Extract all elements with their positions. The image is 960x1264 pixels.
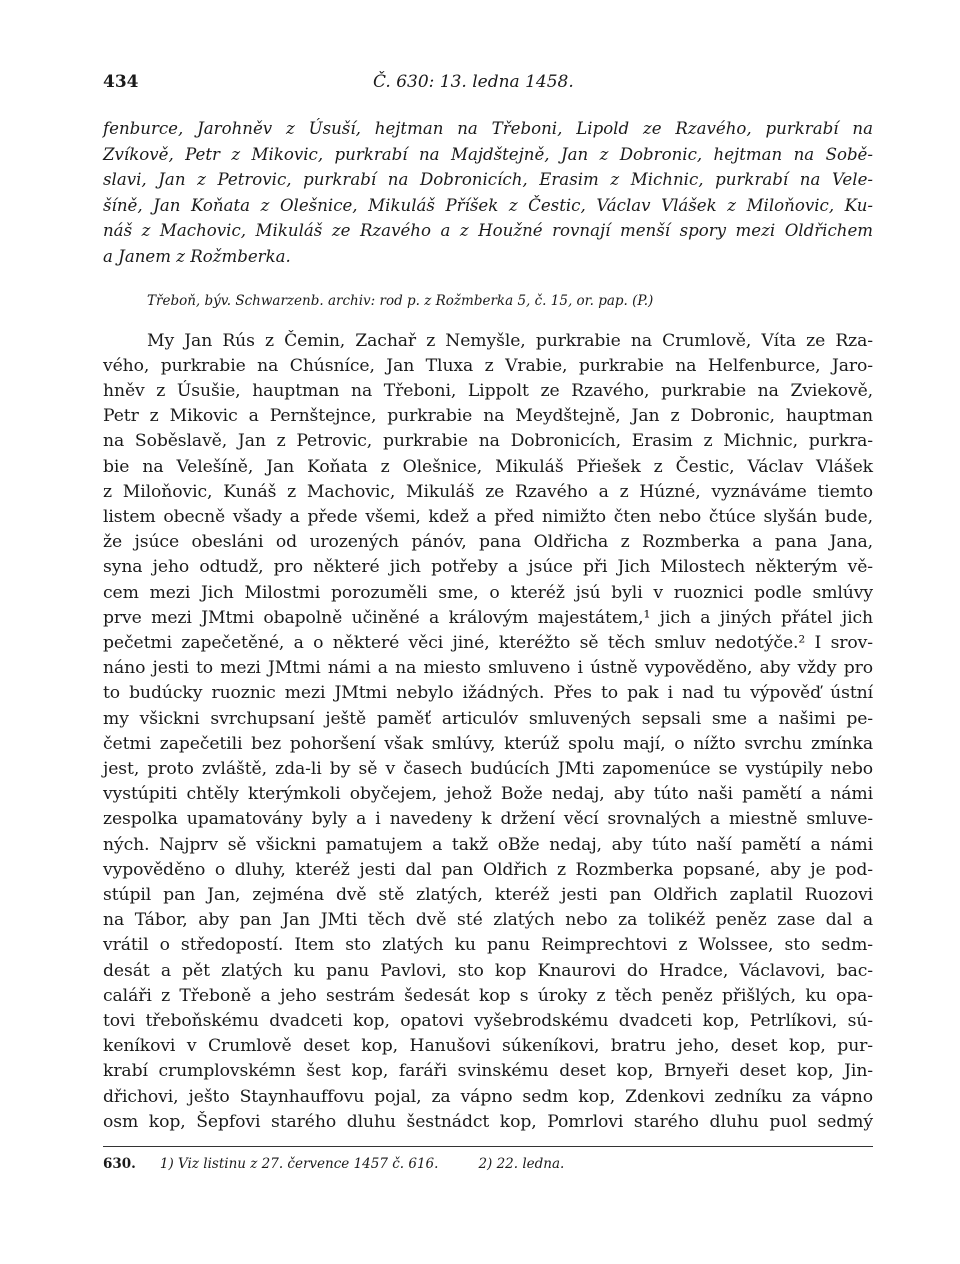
body-line: to budúcky ruoznic mezi JMtmi nebylo ižádných. Přes to pak i nad tu výpověď ústní [103,683,873,704]
body-line: caláři z Třeboně a jeho sestrám šedesát kop s úroky z těch peněz přišlých, ku opa- [103,985,873,1006]
body-line: na Soběslavě, Jan z Petrovic, purkrabie na Dobronicích, Erasim z Michnic, purkra- [103,431,873,452]
body-line: četmi zapečetili bez pohoršení však smlúvy, kterúž spolu mají, o nížto svrchu zmínka [103,733,873,754]
body-line: ných. Najprv sě všickni pamatujem a takž oBže nedaj, aby túto naší pamětí a námi [103,834,873,855]
body-line: keníkovi v Crumlově deset kop, Hanušovi súkeníkovi, bratru jeho, deset kop, pur- [103,1036,873,1057]
page-header [103,72,873,102]
body-line: pečetmi zapečetěné, a o některé věci jiné, kteréžto sě těch smluv nedotýče.² I srov- [103,633,873,653]
regest-line: fenburce, Jarohněv z Úsuší, hejtman na Třeboni, Lipold ze Rzavého, purkrabí na [103,119,873,138]
body-line: z Miloňovic, Kunáš z Machovic, Mikuláš ze Rzavého a z Húzné, vyznáváme tiemto [103,481,873,502]
body-line: osm kop, Šepfovi starého dluhu šestnádct kop, Pomrlovi starého dluhu puol sedmý [103,1111,873,1132]
body-line: my všickni svrchupsaní ještě paměť articulóv smluvených sepsali sme a našimi pe- [103,708,873,729]
regest-summary [103,116,873,270]
body-line: prve mezi JMtmi obapolně učiněné a královým majestátem,¹ jich a jiných přátel jich [103,607,873,628]
body-line: stúpil pan Jan, zejména dvě stě zlatých, kteréž jesti pan Oldřich zaplatil Ruozovi [103,885,873,906]
body-line: bie na Velešíně, Jan Koňata z Olešnice, Mikuláš Přiešek z Čestic, Václav Vlášek [103,456,873,477]
body-line: krabí crumplovskémn šest kop, faráři svinskému deset kop, Brnyeři deset kop, Jin- [103,1061,873,1082]
body-line: vystúpiti chtěly kterýmkoli obyčejem, jehož Bože nedaj, aby túto naši pamětí a námi [103,784,873,805]
footnote-divider [103,1146,873,1147]
body-line: My Jan Rús z Čemin, Zachař z Nemyšle, purkrabie na Crumlově, Víta ze Rza- [147,330,873,351]
footnote-2: 2) 22. ledna. [478,1156,565,1173]
footnote-doc-number: 630. [103,1156,136,1173]
regest-line: a Janem z Rožmberka. [103,246,291,266]
body-line: syna jeho odtudž, pro některé jich potřeby a jsúce při Jich Milostech některým vě- [103,557,873,578]
body-line: cem mezi Jich Milostmi porozuměli sme, o kteréž jsú byli v ruoznici podle smlúvy [103,582,873,603]
document-page [103,72,873,1172]
document-body [103,329,873,1136]
regest-line: šíně, Jan Koňata z Olešnice, Mikuláš Příšek z Čestic, Václav Vlášek z Miloňovic, Ku- [103,195,873,215]
body-line: zespolka upamatovány byly a i navedeny k držení věcí srovnalých a miestně smluve- [103,809,873,830]
body-line: vého, purkrabie na Chúsníce, Jan Tluxa z Vrabie, purkrabie na Helfenburce, Jaro- [103,355,873,376]
body-line: desát a pět zlatých ku panu Pavlovi, sto kop Knaurovi do Hradce, Václavovi, bac- [103,960,873,981]
body-line: tovi třeboňskému dvadceti kop, opatovi vyšebrodskému dvadceti kop, Petrlíkovi, sú- [103,1011,873,1032]
body-line: vypověděno o dluhy, kteréž jesti dal pan Oldřich z Rozmberka popsané, aby je pod- [103,859,873,880]
body-line: na Tábor, aby pan Jan JMti těch dvě sté zlatých nebo za tolikéž peněz zase dal a [103,910,873,931]
regest-line: náš z Machovic, Mikuláš ze Rzavého a z Houžné rovnají menší spory mezi Oldřichem [103,221,873,241]
body-line: vrátil o středopostí. Item sto zlatých ku panu Reimprechtovi z Wolssee, sto sedm- [103,935,873,956]
footnote-1: 1) Viz listinu z 27. července 1457 č. 616. [159,1156,439,1173]
footnotes [103,1156,873,1172]
regest-line: slavi, Jan z Petrovic, purkrabí na Dobronicích, Erasim z Michnic, purkrabí na Vele- [103,170,873,190]
body-line: náno jesti to mezi JMtmi námi a na miesto smluveno i ústně vypověděno, aby vždy pro [103,658,873,679]
body-line: listem obecně všady a přede všemi, kdež a před nimižto čten nebo čtúce slyšán bude, [103,506,873,527]
source-citation: Třeboň, býv. Schwarzenb. archiv: rod p. z Rožmberka 5, č. 15, or. pap. (P.) [147,292,654,309]
body-line: Petr z Mikovic a Pernštejnce, purkrabie na Meydštejně, Jan z Dobronic, hauptman [103,406,873,427]
body-line: dřichovi, ješto Staynhauffovu pojal, za vápno sedm kop, Zdenkovi zedníku za vápno [103,1086,873,1107]
body-line: jest, proto zvláště, zda-li by sě v časech budúcích JMti zapomenúce se vystúpily nebo [103,759,873,780]
regest-line: Zvíkově, Petr z Mikovic, purkrabí na Majdštejně, Jan z Dobronic, hejtman na Sobě- [103,144,873,164]
running-title: Č. 630: 13. ledna 1458. [373,72,574,92]
body-line: že jsúce obesláni od urozených pánóv, pana Oldřicha z Rozmberka a pana Jana, [103,532,873,553]
body-line: hněv z Úsušie, hauptman na Třeboni, Lippolt ze Rzavého, purkrabie na Zviekově, [103,380,873,401]
page-number: 434 [103,72,139,92]
